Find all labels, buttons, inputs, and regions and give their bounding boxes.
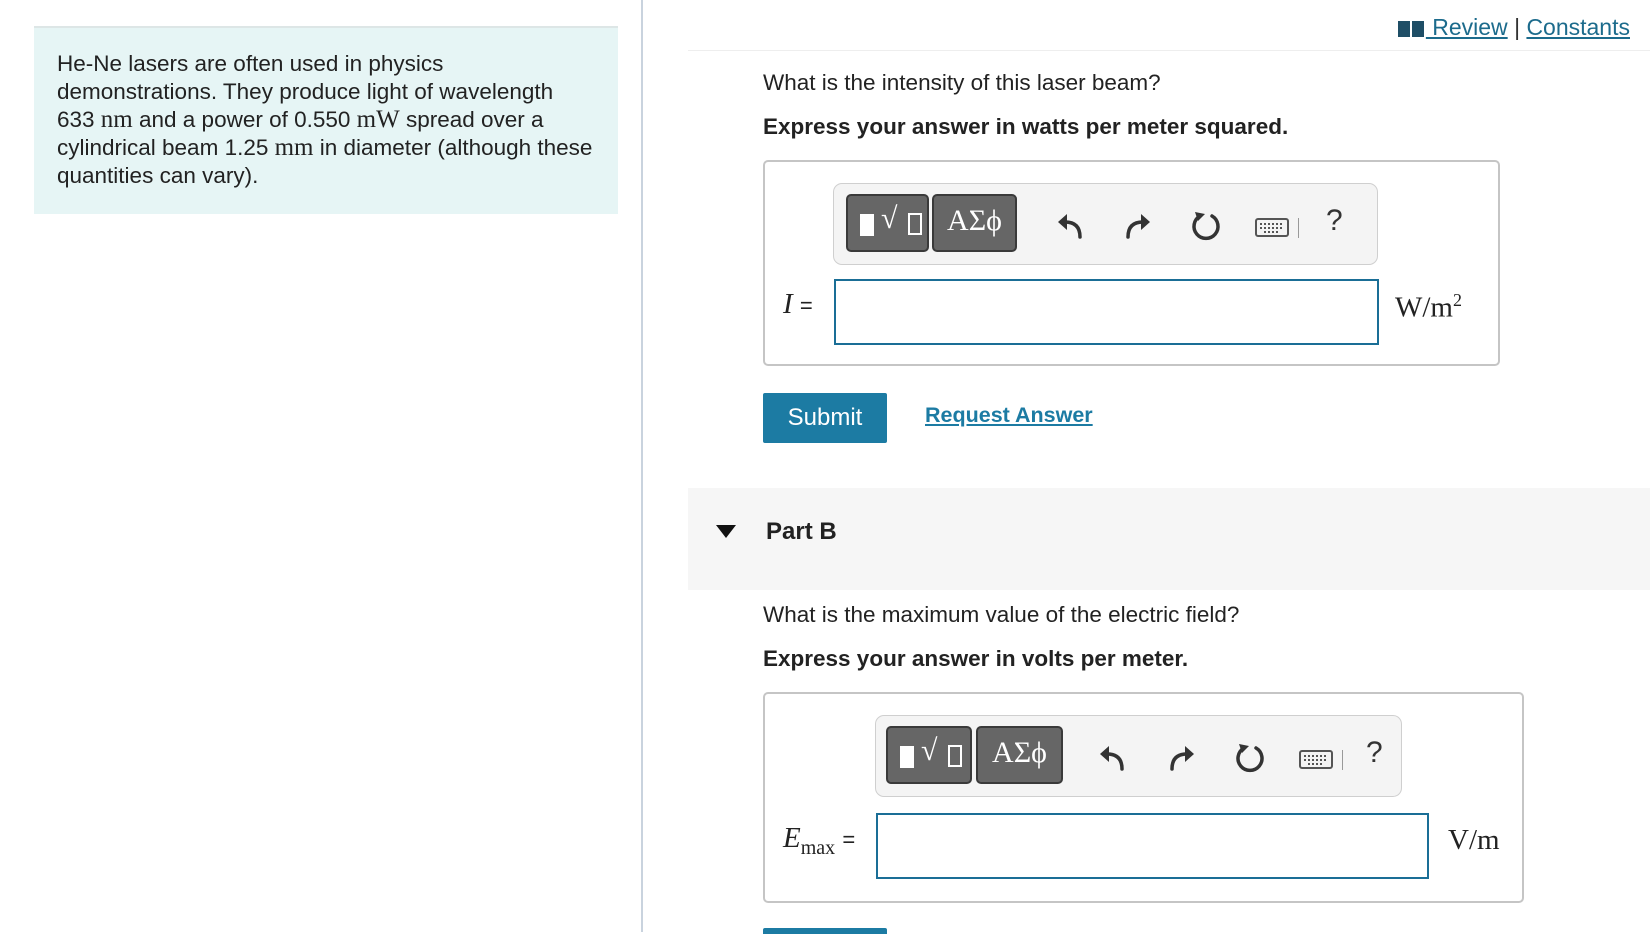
help-icon[interactable]: ? [1366,736,1383,769]
header-rule [688,50,1650,51]
part-b-answer-box [763,692,1524,903]
problem-text-1: He-Ne lasers are often used in physics demonstrations. They produce light of wavelength 633 [57,51,554,132]
part-b-variable-subscript: max [800,836,836,859]
constants-link[interactable]: Constants [1526,14,1630,40]
part-b-variable-label [783,822,855,860]
toolbar-separator [1342,750,1343,770]
keyboard-icon[interactable] [1298,742,1334,774]
reset-icon[interactable] [1190,210,1222,242]
problem-unit-mw: mW [356,106,400,133]
part-b-variable: E [783,822,801,854]
part-a-question: What is the intensity of this laser beam? [763,70,1161,95]
toolbar-separator [1298,218,1299,238]
part-b-submit-button-partial[interactable] [763,928,887,934]
part-a-variable-label [783,288,813,321]
undo-icon[interactable] [1054,210,1086,242]
part-b-unit: V/m [1448,824,1500,856]
part-b-question: What is the maximum value of the electric field? [763,602,1240,627]
part-a-unit [1395,290,1462,325]
review-link[interactable] [1398,14,1508,40]
templates-button[interactable]: √ [886,726,972,784]
part-a-equals: = [799,293,813,318]
reset-icon[interactable] [1234,742,1266,774]
greek-letters-button[interactable]: ΑΣϕ [932,194,1017,252]
problem-statement [34,26,618,214]
part-b-header[interactable] [688,488,1650,590]
problem-pane [0,0,640,932]
part-a-math-toolbar [833,183,1378,265]
part-b-equals: = [842,827,856,852]
templates-button[interactable]: √ [846,194,929,252]
problem-unit-mm: mm [274,134,314,161]
part-b-math-toolbar [875,715,1402,797]
part-b-answer-input[interactable] [876,813,1429,879]
part-a-unit-base: W/m [1395,291,1453,324]
part-a-unit-exponent: 2 [1453,290,1462,310]
help-icon[interactable]: ? [1326,204,1343,237]
redo-icon[interactable] [1122,210,1154,242]
request-answer-link[interactable]: Request Answer [925,403,1093,427]
header-links [1398,14,1630,41]
part-a-variable: I [783,288,793,320]
part-b-instruction: Express your answer in volts per meter. [763,646,1189,671]
book-icon [1398,21,1424,37]
problem-text-4: in diameter (although these quantities can vary). [57,135,593,188]
link-separator: | [1514,14,1521,40]
part-b-title: Part B [766,518,837,545]
part-a-answer-box [763,160,1500,366]
undo-icon[interactable] [1096,742,1128,774]
collapse-arrow-icon[interactable] [716,525,736,538]
problem-text-2: and a power of 0.550 [132,107,357,132]
part-a-answer-input[interactable] [834,279,1379,345]
redo-icon[interactable] [1166,742,1198,774]
review-link-label: Review [1425,14,1508,40]
problem-unit-nm: nm [100,106,133,133]
problem-text-3: spread over a cylindrical beam 1.25 [57,107,544,160]
keyboard-icon[interactable] [1254,210,1290,242]
submit-button[interactable]: Submit [763,393,887,443]
part-a-instruction: Express your answer in watts per meter squared. [763,114,1289,139]
greek-letters-button[interactable]: ΑΣϕ [976,726,1063,784]
pane-divider [641,0,643,932]
